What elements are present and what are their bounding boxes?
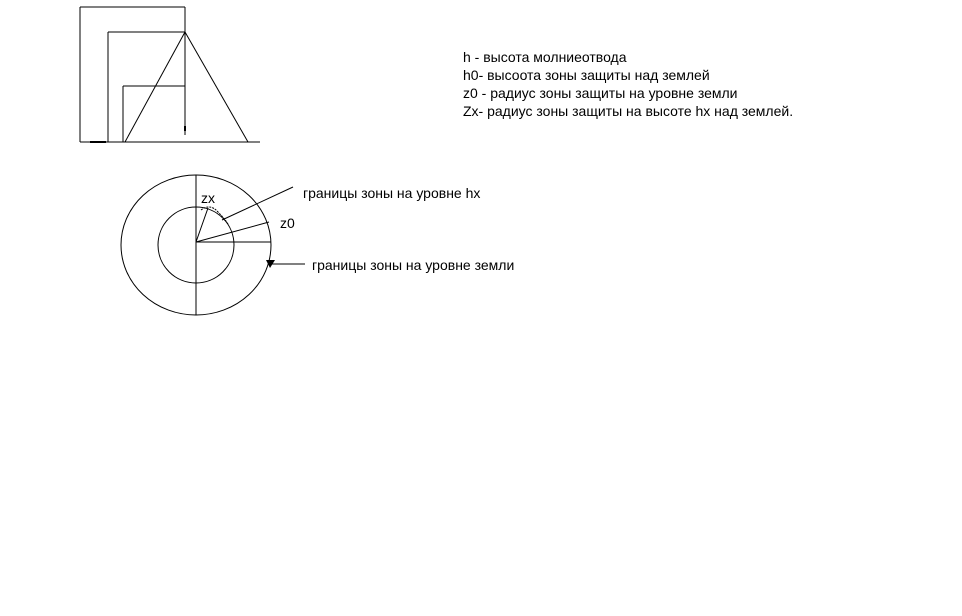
protection-zone-right-edge [185, 32, 248, 142]
z0-radius [196, 222, 269, 242]
legend-h0: h0- высоота зоны защиты над землей [463, 67, 710, 83]
side-view [80, 7, 260, 142]
hx-boundary-callout-text: границы зоны на уровне hx [303, 185, 481, 201]
legend-z0: z0 - радиус зоны защиты на уровне земли [463, 85, 738, 101]
legend [463, 48, 793, 120]
plan-view [121, 175, 514, 315]
legend-zx: Zx- радиус зоны защиты на высоте hx над землей. [463, 103, 794, 119]
ground-boundary-callout-text: границы зоны на уровне земли [312, 257, 515, 273]
z0-label: z0 [280, 215, 295, 231]
legend-h: h - высота молниеотвода [463, 49, 627, 65]
zx-radius [196, 208, 208, 242]
protection-zone-left-edge [125, 32, 185, 142]
zx-label: zx [201, 190, 215, 206]
